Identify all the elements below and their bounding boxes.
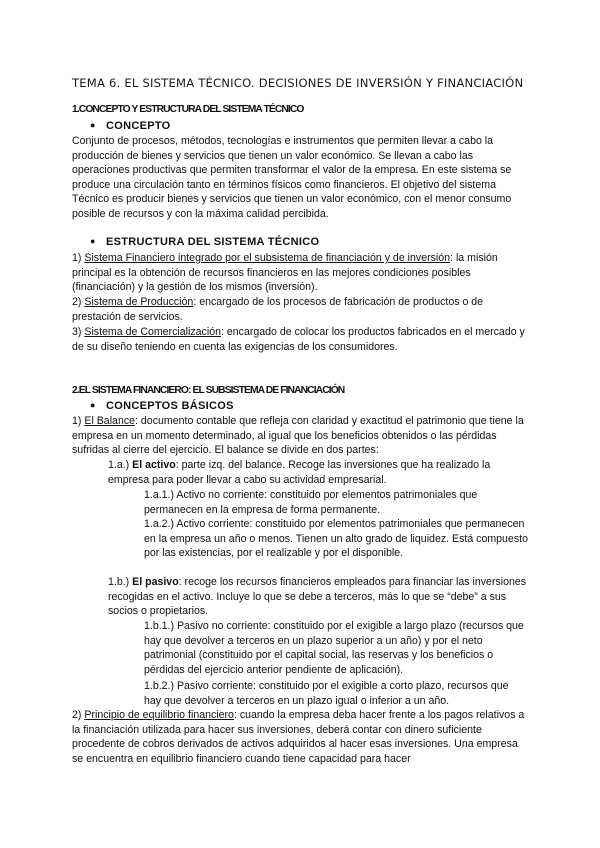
pasivo-paragraph (108, 575, 528, 619)
balance-paragraph (72, 414, 528, 458)
item-number: 1.a.) (108, 459, 130, 471)
estructura-bullet-label: ESTRUCTURA DEL SISTEMA TÉCNICO (106, 236, 320, 248)
pasivo-corriente: 1.b.2.) Pasivo corriente: constituido por el exigible a corto plazo, recursos que hay que devolver a terceros en un plazo igual o inferior a un año. (144, 680, 509, 707)
estructura-bullet (90, 236, 319, 248)
item-text: : parte izq. del balance. Recoge las inversiones que ha realizado la empresa para poder llevar a cabo su actividad empresarial. (108, 459, 491, 486)
item-number: 1) (72, 415, 82, 427)
section1-heading: 1.CONCEPTO Y ESTRUCTURA DEL SISTEMA TÉCNICO (72, 104, 304, 115)
item-text: : documento contable que refleja con claridad y exactitud el patrimonio que tiene la empresa en un momento determinado, al igual que los beneficios obtenidos o las pérdidas sufridas al cierre del ejercicio. El balance se divide en dos partes: (72, 415, 524, 457)
item-number: 1) (72, 252, 82, 264)
item-term: Sistema de Producción (84, 296, 194, 308)
pasivo-no-corriente: 1.b.1.) Pasivo no corriente: constituido por el exigible a largo plazo (recursos que hay que devolver a terceros en un plazo superior a un año) y por el neto patrimonial (constituido por el capital social, las reservas y los beneficios o pérdidas del ejercicio anterior pendiente de aplicación). (144, 620, 524, 676)
estructura-item-2 (72, 295, 528, 324)
conceptos-basicos-bullet (90, 400, 234, 412)
item-number: 1.b.) (108, 576, 130, 588)
item-term: El activo (132, 459, 176, 471)
activo-corriente: 1.a.2.) Activo corriente: constituido por elementos patrimoniales que permanecen en la empresa un año o menos. Tienen un alto grado de liquidez. Está compuesto por las existencias, por el realizable y por el disponible. (144, 518, 528, 560)
section2-heading: 2.EL SISTEMA FINANCIERO: EL SUBSISTEMA DE FINANCIACIÓN (72, 385, 345, 396)
item-number: 2) (72, 709, 82, 721)
item-text: : recoge los recursos financieros empleados para financiar las inversiones recogidas en el activo. Incluye lo que se debe a terceros, más lo que se “debe” a sus socios o propietarios. (108, 576, 527, 618)
bullet-dot-icon: ● (90, 120, 96, 130)
estructura-item-3 (72, 325, 528, 354)
item-text: : cuando la empresa deba hacer frente a los pagos relativos a la financiación utilizada para hacer sus inversiones, deberá contar con dinero suficiente procedente de cobros derivados de activos adquiridos al hacer esas inversiones. Una empresa se encuentra en equilibrio financiero cuando tiene capacidad para hacer (72, 709, 525, 765)
document-title: TEMA 6. EL SISTEMA TÉCNICO. DECISIONES DE INVERSIÓN Y FINANCIACIÓN (72, 76, 524, 90)
equilibrio-financiero-paragraph (72, 708, 528, 766)
concepto-bullet (90, 120, 171, 132)
item-text: : la misión principal es la obtención de recursos financieros en las mejores condiciones posibles (financiación) y la gestión de los mismos (inversión). (72, 252, 498, 294)
item-term: El pasivo (132, 576, 179, 588)
bullet-dot-icon: ● (90, 236, 96, 246)
item-term: El Balance (84, 415, 136, 427)
item-text: : encargado de los procesos de fabricación de productos o de prestación de servicios. (72, 296, 484, 323)
estructura-item-1 (72, 251, 528, 295)
item-text: : encargado de colocar los productos fabricados en el mercado y de su diseño teniendo en cuenta las exigencias de los consumidores. (72, 326, 525, 353)
item-term: Sistema Financiero integrado por el subsistema de financiación y de inversión (84, 252, 451, 264)
activo-paragraph (108, 458, 528, 487)
item-term: Principio de equilibrio financiero (84, 709, 234, 721)
item-number: 3) (72, 326, 82, 338)
concepto-bullet-label: CONCEPTO (106, 120, 171, 132)
conceptos-basicos-label: CONCEPTOS BÁSICOS (106, 400, 234, 412)
bullet-dot-icon: ● (90, 400, 96, 410)
activo-no-corriente: 1.a.1.) Activo no corriente: constituido por elementos patrimoniales que permanecen en la empresa de forma permanente. (144, 489, 478, 516)
item-term: Sistema de Comercialización (84, 326, 221, 338)
concepto-paragraph: Conjunto de procesos, métodos, tecnologías e instrumentos que permiten llevar a cabo la producción de bienes y servicios que tienen un valor económico. Se llevan a cabo las operaciones productivas que permiten transformar el valor de la empresa. En este sistema se produce una circulación tanto en términos físicos como financieros. El objetivo del sistema Técnico es producir bienes y servicios que tienen un valor económico, con el menor consumo posible de recursos y con la máxima calidad percibida. (72, 135, 512, 220)
item-number: 2) (72, 296, 82, 308)
